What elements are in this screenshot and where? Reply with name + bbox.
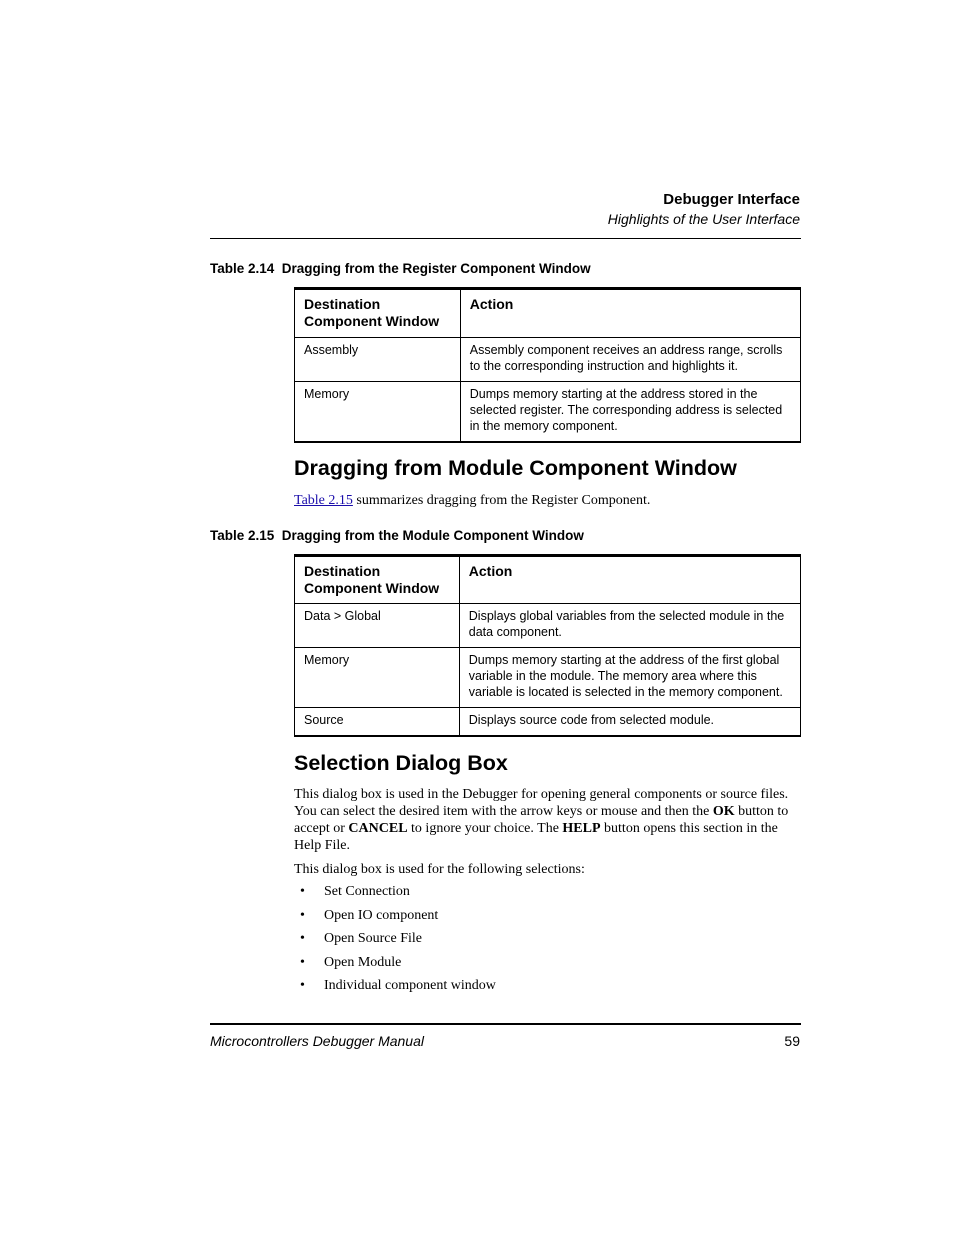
col-destination-header: Destination Component Window [295,289,461,338]
col-action-header: Action [460,289,800,338]
paragraph-text: button to accept or [294,804,789,836]
destination-cell: Memory [295,382,461,443]
footer-manual-title: Microcontrollers Debugger Manual [210,1033,424,1049]
table-row [295,604,801,648]
table-2-14-caption: Table 2.14 Dragging from the Register Component Window [210,261,591,276]
selection-list-intro: This dialog box is used for the following selections: [294,862,585,877]
module-intro-paragraph [294,492,801,509]
ok-keyword: OK [712,804,735,819]
list-item [300,929,496,953]
destination-cell: Data > Global [295,604,460,648]
paragraph-text: This dialog box is used in the Debugger for opening general components or source files. You can select the desired item with the arrow keys or mouse and then the [294,787,789,819]
bullet-icon: • [300,978,305,993]
list-item-label: Open Source File [324,931,422,946]
paragraph-text: to ignore your choice. The [407,821,563,836]
paragraph-text: button opens this section in the Help File. [294,821,778,853]
destination-cell: Assembly [295,338,461,382]
list-item [300,953,496,977]
table-row [295,382,801,443]
table-row [295,708,801,737]
list-item-label: Open Module [324,954,402,970]
bullet-icon: • [300,931,305,946]
list-item [300,882,496,906]
section-heading-module: Dragging from Module Component Window [294,456,737,480]
section-heading-selection: Selection Dialog Box [294,751,508,775]
cancel-keyword: CANCEL [348,821,408,836]
table-2-15-link[interactable]: Table 2.15 [294,493,353,508]
col-action-header: Action [459,556,800,604]
list-item-label: Individual component window [324,978,496,993]
list-item [300,976,496,1000]
bullet-icon: • [300,884,305,899]
destination-cell: Source [295,708,460,737]
action-cell: Assembly component receives an address range, scrolls to the corresponding instruction and highlights it. [460,338,800,382]
list-item-label: Set Connection [324,884,410,899]
action-cell: Dumps memory starting at the address stored in the selected register. The corresponding address is selected in the memory component. [460,382,800,443]
table-row [295,648,801,708]
bullet-icon: • [300,954,305,970]
col-destination-header: Destination Component Window [295,556,460,604]
action-cell: Displays global variables from the selected module in the data component. [459,604,800,648]
action-cell: Dumps memory starting at the address of the first global variable in the module. The memory area where this variable is located is selected in the memory component. [459,648,800,708]
table-row [295,338,801,382]
page-number: 59 [784,1033,800,1049]
help-keyword: HELP [562,821,601,836]
table-2-15-caption: Table 2.15 Dragging from the Module Component Window [210,528,584,543]
footer-rule [210,1023,801,1025]
list-item-label: Open IO component [324,907,439,923]
action-cell: Displays source code from selected module. [459,708,800,737]
table-header-row [295,556,801,604]
selection-list [300,882,496,1000]
destination-cell: Memory [295,648,460,708]
running-header-title: Debugger Interface [663,191,800,208]
module-intro-text: summarizes dragging from the Register Component. [352,493,651,508]
selection-paragraph [294,786,801,854]
list-item [300,906,496,930]
table-2-14 [294,287,801,443]
table-2-15 [294,554,801,737]
header-rule [210,238,801,239]
bullet-icon: • [300,907,305,923]
table-header-row [295,289,801,338]
running-header-subtitle: Highlights of the User Interface [607,211,800,227]
